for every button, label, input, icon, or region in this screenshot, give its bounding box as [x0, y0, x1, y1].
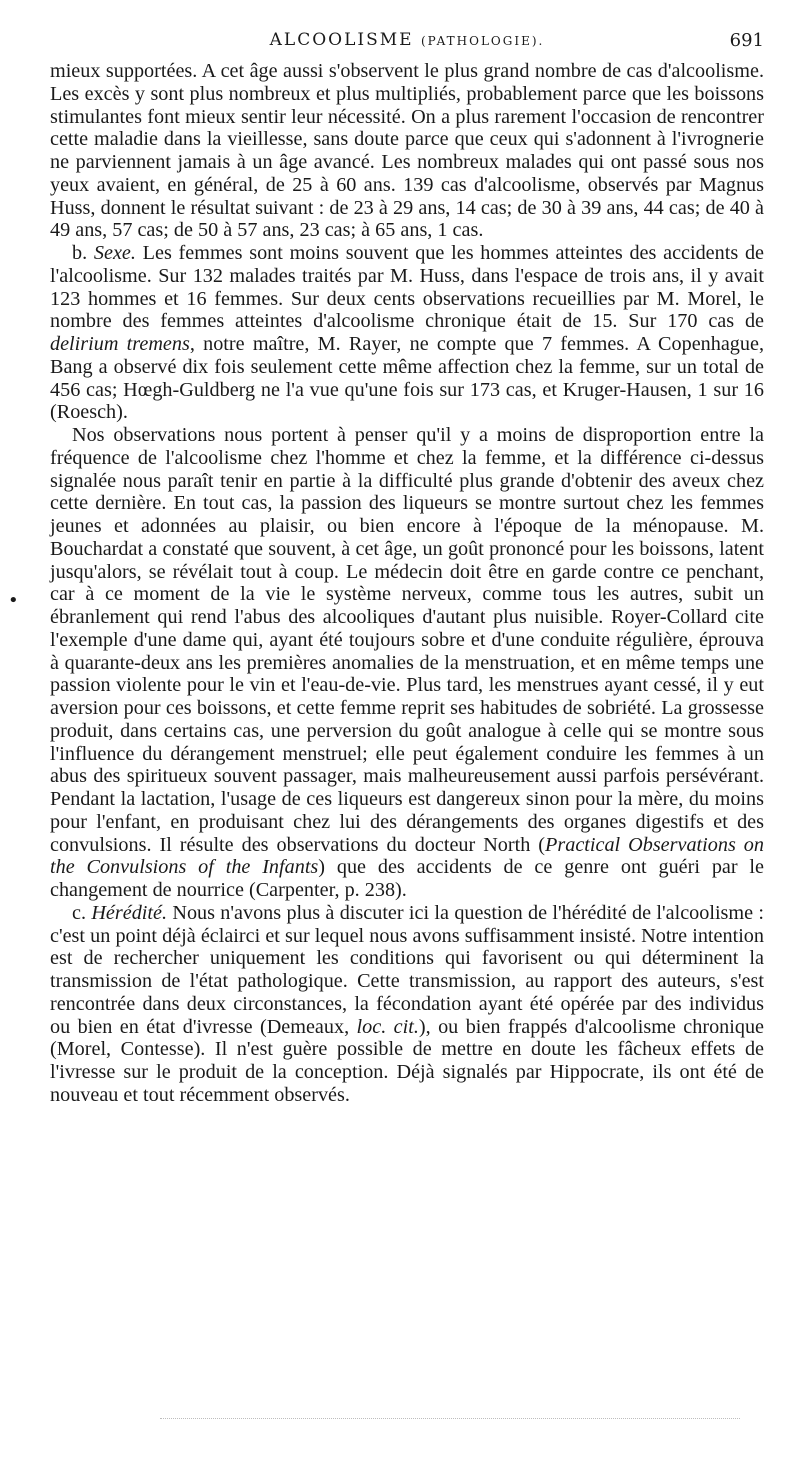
paragraph-age	[50, 60, 764, 242]
paragraph-text: Nous n'avons plus à discuter ici la question de l'hérédité de l'alcoolisme : c'est un point déjà éclairci et sur lequel nous avons suffisamment insisté. Notre intention est de rechercher uniquement les conditions qui favorisent ou qui déterminent la transmission de l'état pathologique. Cette transmission, au rapport des auteurs, s'est rencontrée dans deux circonstances, la fécondation ayant été opérée par des individus ou bien en état d'ivresse (Demeaux,	[50, 901, 765, 1038]
section-letter: b.	[72, 242, 88, 264]
footer-rule	[160, 1418, 740, 1420]
margin-mark: •	[8, 590, 19, 611]
paragraph-heredite	[50, 902, 764, 1107]
section-heading: Sexe.	[93, 242, 136, 264]
running-title-subtitle: (PATHOLOGIE).	[420, 34, 545, 48]
paragraph-text: ), ou bien frappés d'alcoolisme chronique (Morel, Contesse). Il n'est guère possible de mettre en doute les fâcheux effets de l'ivresse sur le produit de la conception. Déjà signalés par Hippocrate, ils ont été de nouveau et tout récemment observés.	[50, 1015, 765, 1106]
paragraph-text: , notre maître, M. Rayer, ne compte que 7 femmes. A Copenhague, Bang a observé dix fois seulement cette même affection chez la femme, sur un total de 456 cas; Hœgh-Guldberg ne l'a vue qu'une fois sur 173 cas, et Kruger-Hausen, 1 sur 16 (Roesch).	[50, 333, 765, 424]
paragraph-text: ) que des accidents de ce genre ont guéri par le changement de nourrice (Carpenter, p. 238).	[50, 856, 764, 901]
section-heading: Hérédité.	[91, 901, 168, 924]
section-letter: c.	[72, 901, 87, 924]
body-text	[50, 60, 764, 1107]
paragraph-sexe	[50, 242, 764, 424]
page-number: 691	[729, 30, 764, 51]
italic-term: delirium tremens	[50, 333, 190, 355]
paragraph-text: mieux supportées. A cet âge aussi s'observent le plus grand nombre de cas d'alcoolisme. Les excès y sont plus nombreux et plus multipliés, probablement parce que les boissons stimulantes font mieux sentir leur nécessité. On a plus rarement l'occasion de rencontrer cette maladie dans la vieillesse, sans doute parce que ceux qui s'adonnent à l'ivrognerie ne parviennent jamais à un âge avancé. Les nombreux malades qui ont passé sous nos yeux avaient, en général, de 25 à 60 ans. 139 cas d'alcoolisme, observés par Magnus Huss, donnent le résultat suivant : de 23 à 29 ans, 14 cas; de 30 à 39 ans, 44 cas; de 40 à 49 ans, 57 cas; de 50 à 57 ans, 23 cas; à 65 ans, 1 cas.	[50, 60, 764, 242]
italic-citation: Practical Observations on the Convulsions of the Infants	[50, 833, 764, 879]
paragraph-text: Les femmes sont moins souvent que les hommes atteintes des accidents de l'alcoolisme. Sur 132 malades traités par M. Huss, dans l'espace de trois ans, il y avait 123 hommes et 16 femmes. Sur deux cents observations recueillies par M. Morel, le nombre des femmes atteintes d'alcoolisme chronique était de 15. Sur 170 cas de	[50, 242, 765, 333]
italic-citation: loc. cit.	[356, 1015, 419, 1038]
running-title	[50, 30, 764, 50]
paragraph-text: Nos observations nous portent à penser qu'il y a moins de disproportion entre la fréquence de l'alcoolisme chez l'homme et chez la femme, et la différence ci-dessus signalée nous paraît tenir en partie à la difficulté plus grande d'obtenir des aveux chez cette dernière. En tout cas, la passion des liqueurs se montre surtout chez les femmes jeunes et adonnées au plaisir, ou bien encore à l'époque de la ménopause. M. Bouchardat a constaté que souvent, à cet âge, un goût prononcé pour les boissons, latent jusqu'alors, se révélait tout à coup. Le médecin doit être en garde contre ce penchant, car à ce moment de la vie le système nerveux, comme tous les autres, subit un ébranlement qui rend l'abus des alcooliques d'autant plus nuisible. Royer-Collard cite l'exemple d'une dame qui, ayant été toujours sobre et d'une conduite régulière, éprouva à quarante-deux ans les premières anomalies de la menstruation, et en même temps une passion violente pour le vin et l'eau-de-vie. Plus tard, les menstrues ayant cessé, il y eut aversion pour ces boissons, et cette femme reprit ses habitudes de sobriété. La grossesse produit, dans certains cas, une perversion du goût analogue à celle qui se montre sous l'influence du dérangement menstruel; elle peut également conduire les femmes à un abus des spiritueux souvent passager, mais malheureusement aussi parfois persévérant. Pendant la lactation, l'usage de ces liqueurs est dangereux sinon pour la mère, du moins pour l'enfant, en produisant chez lui des dérangements des organes digestifs et des convulsions. Il résulte des observations du docteur North (	[50, 424, 764, 856]
page-header	[50, 30, 764, 56]
paragraph-observations	[50, 424, 764, 902]
running-title-main: ALCOOLISME	[269, 30, 414, 50]
